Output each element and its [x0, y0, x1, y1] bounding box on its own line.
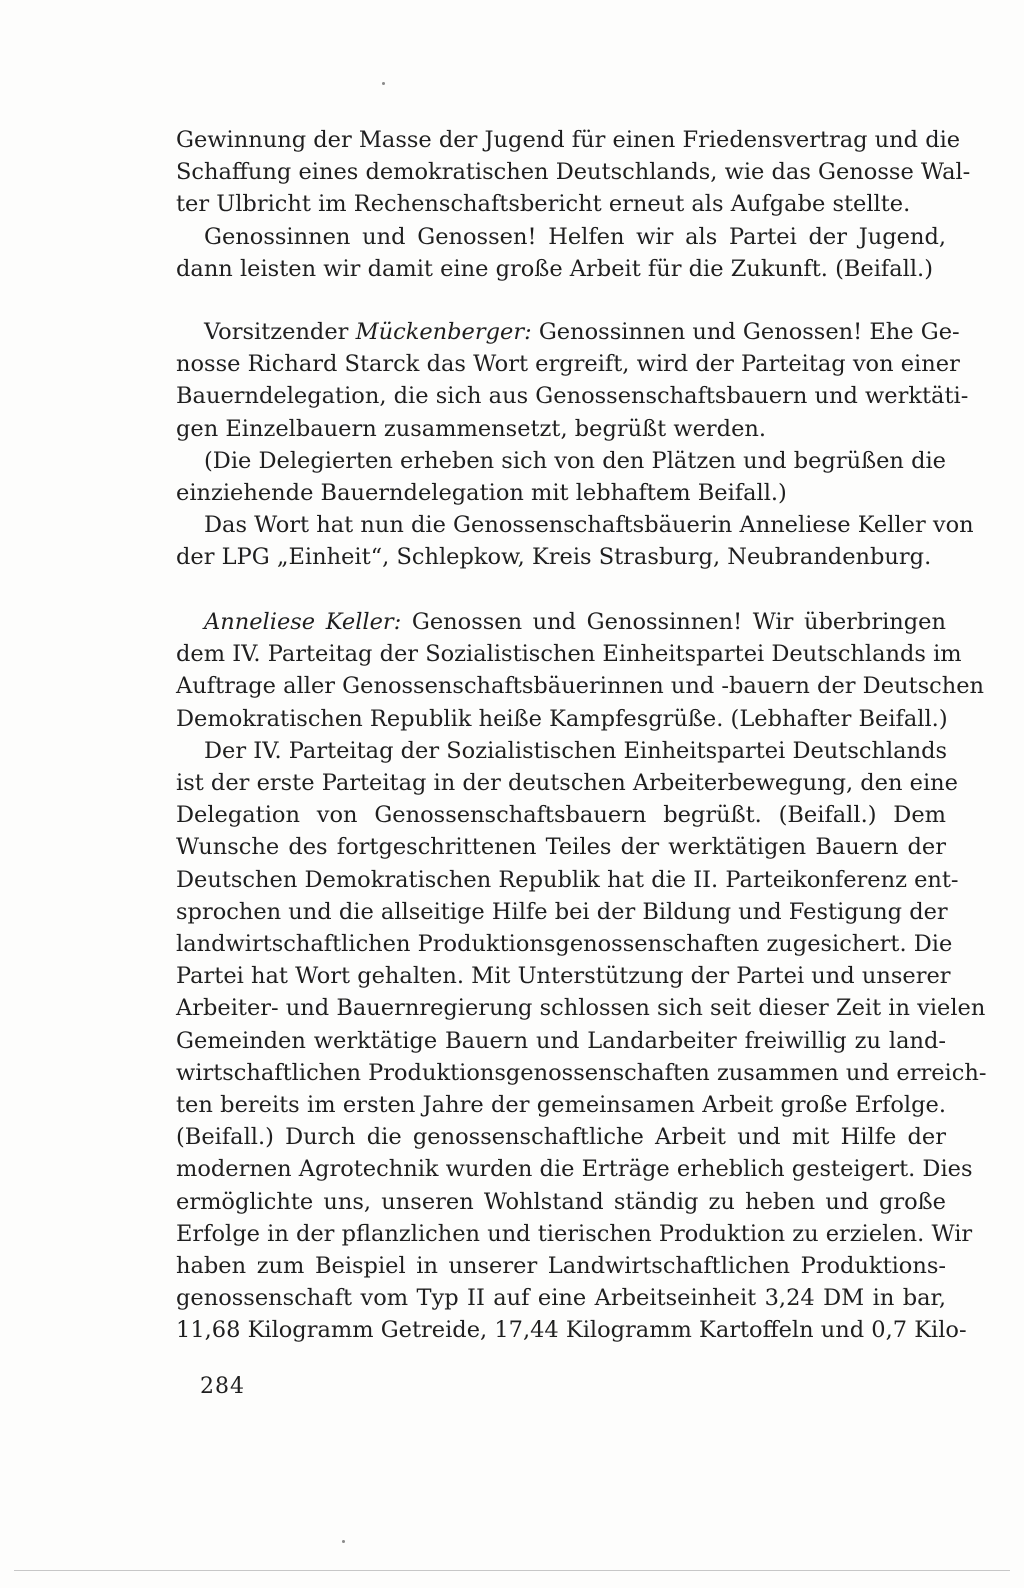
paragraph [176, 124, 971, 221]
text-line: ist der erste Parteitag in der deutschen Arbeiterbewegung, den eine [176, 770, 958, 797]
text-line: Gemeinden werktätige Bauern und Landarbeiter freiwillig zu land- [176, 1027, 946, 1054]
print-speck [382, 82, 385, 85]
text-line: 11,68 Kilogramm Getreide, 17,44 Kilogramm Kartoffeln und 0,7 Kilo- [176, 1317, 967, 1344]
stage-direction [176, 445, 946, 509]
text-line: ter Ulbricht im Rechenschaftsbericht erneut als Aufgabe stellte. [176, 191, 911, 218]
paragraph [176, 606, 985, 735]
text-line: ten bereits im ersten Jahre der gemeinsamen Arbeit große Erfolge. [176, 1092, 946, 1119]
text-line: Der IV. Parteitag der Sozialistischen Einheitspartei Deutschlands [204, 737, 948, 764]
text-line: sprochen und die allseitige Hilfe bei der Bildung und Festigung der [176, 898, 948, 925]
text-line: Schaffung eines demokratischen Deutschlands, wie das Genosse Wal- [176, 159, 971, 186]
text-line: (Beifall.) Durch die genossenschaftliche Arbeit und mit Hilfe der [176, 1124, 946, 1151]
text-line: Demokratischen Republik heiße Kampfesgrüße. (Lebhafter Beifall.) [176, 705, 948, 732]
speaker-name: Mückenberger: [355, 319, 532, 345]
text-line: Gewinnung der Masse der Jugend für einen Friedensvertrag und die [176, 127, 961, 153]
page-number: 284 [200, 1374, 245, 1399]
text-line: wirtschaftlichen Produktionsgenossenschaften zusammen und erreich- [176, 1059, 987, 1086]
text-line: haben zum Beispiel in unserer Landwirtschaftlichen Produktions- [176, 1253, 946, 1280]
scan-edge-line [14, 1570, 1010, 1571]
text-line: dann leisten wir damit eine große Arbeit für die Zukunft. (Beifall.) [176, 255, 933, 282]
text-line: landwirtschaftlichen Produktionsgenossenschaften zugesichert. Die [176, 931, 953, 958]
paragraph [176, 735, 987, 1347]
text-line: nosse Richard Starck das Wort ergreift, wird der Parteitag von einer [176, 351, 960, 378]
keller-speech [176, 606, 987, 1347]
text-line: Bauerndelegation, die sich aus Genossenschaftsbauern und werktäti- [176, 383, 969, 410]
text-line: einziehende Bauerndelegation mit lebhaftem Beifall.) [176, 480, 787, 507]
text-line: ermöglichte uns, unseren Wohlstand ständig zu heben und große [176, 1188, 946, 1215]
text-line [176, 606, 946, 638]
text-line: Arbeiter- und Bauernregierung schlossen sich seit dieser Zeit in vielen [176, 995, 986, 1022]
speaker-title: Vorsitzender [204, 319, 356, 345]
paragraph [176, 316, 969, 445]
speech-continuation [176, 124, 971, 285]
text-line: Delegation von Genossenschaftsbauern begrüßt. (Beifall.) Dem [176, 802, 946, 829]
speaker-name: Anneliese Keller: [204, 609, 402, 635]
text-line: Wunsche des fortgeschrittenen Teiles der werktätigen Bauern der [176, 834, 946, 861]
speech-text: Genossinnen und Genossen! Ehe Ge- [531, 319, 960, 345]
text-line: modernen Agrotechnik wurden die Erträge erheblich gesteigert. Dies [176, 1156, 973, 1183]
text-line: gen Einzelbauern zusammensetzt, begrüßt werden. [176, 415, 767, 442]
text-line: Das Wort hat nun die Genossenschaftsbäuerin Anneliese Keller von [204, 512, 974, 539]
speech-text: Genossen und Genossinnen! Wir überbringen [401, 609, 946, 635]
text-line: Deutschen Demokratischen Republik hat die II. Parteikonferenz ent- [176, 866, 959, 893]
print-speck [342, 1540, 345, 1543]
paragraph [176, 221, 946, 285]
chairman-remarks [176, 316, 974, 574]
text-line: genossenschaft vom Typ II auf eine Arbeitseinheit 3,24 DM in bar, [176, 1285, 946, 1312]
text-line: (Die Delegierten erheben sich von den Plätzen und begrüßen die [204, 447, 946, 474]
text-line: Partei hat Wort gehalten. Mit Unterstützung der Partei und unserer [176, 963, 951, 990]
paragraph [176, 509, 974, 573]
text-line [176, 316, 960, 348]
text-line: Erfolge in der pflanzlichen und tierischen Produktion zu erzielen. Wir [176, 1220, 973, 1247]
text-line: dem IV. Parteitag der Sozialistischen Einheitspartei Deutschlands im [176, 641, 962, 668]
text-line: Genossinnen und Genossen! Helfen wir als Partei der Jugend, [204, 223, 946, 250]
text-line: der LPG „Einheit“, Schlepkow, Kreis Strasburg, Neubrandenburg. [176, 544, 932, 571]
text-line: Auftrage aller Genossenschaftsbäuerinnen und -bauern der Deutschen [176, 673, 985, 700]
